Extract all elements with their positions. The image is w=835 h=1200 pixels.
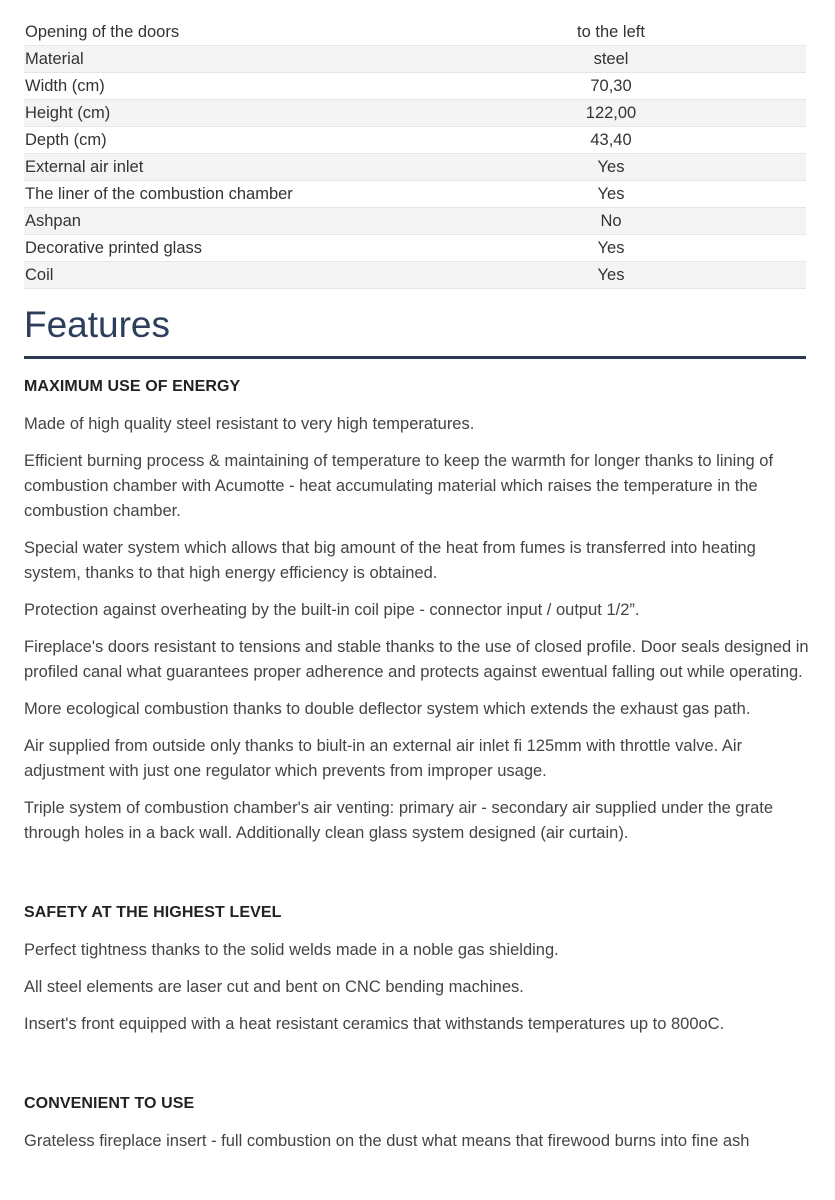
- spec-value: to the left: [577, 22, 645, 41]
- spec-value: No: [600, 211, 622, 230]
- spec-row: [24, 181, 806, 208]
- spec-label: Depth (cm): [25, 130, 107, 149]
- spec-row: [24, 154, 806, 181]
- feature-paragraph: More ecological combustion thanks to double deflector system which extends the exhaust gas path.: [24, 700, 751, 718]
- feature-section: [24, 378, 814, 846]
- spec-value: Yes: [597, 157, 625, 176]
- spec-label: Coil: [25, 265, 54, 284]
- feature-section: [24, 904, 814, 1037]
- spec-label: Material: [25, 49, 84, 68]
- spec-row: [24, 235, 806, 262]
- features-title-divider: [24, 356, 806, 359]
- spec-row: [24, 19, 806, 46]
- spec-value: steel: [593, 49, 629, 68]
- feature-paragraph: Insert's front equipped with a heat resistant ceramics that withstands temperatures up to 800oC.: [24, 1015, 725, 1033]
- feature-paragraph: Triple system of combustion chamber's air venting: primary air - secondary air supplied under the grate through holes in a back wall. Additionally clean glass system designed (air curtain).: [24, 799, 774, 842]
- feature-paragraph: Perfect tightness thanks to the solid welds made in a noble gas shielding.: [24, 941, 559, 959]
- feature-paragraph: Made of high quality steel resistant to very high temperatures.: [24, 415, 475, 433]
- spec-row: [24, 127, 806, 154]
- section-heading: MAXIMUM USE OF ENERGY: [24, 378, 241, 395]
- spec-label: External air inlet: [25, 157, 144, 176]
- feature-paragraph: Grateless fireplace insert - full combustion on the dust what means that firewood burns into fine ash: [24, 1132, 750, 1150]
- spec-label: Opening of the doors: [25, 22, 180, 41]
- spec-row: [24, 262, 806, 289]
- spec-value: 70,30: [590, 76, 632, 95]
- spec-value: Yes: [597, 184, 625, 203]
- feature-paragraph: Special water system which allows that big amount of the heat from fumes is transferred into heating system, thanks to that high energy efficiency is obtained.: [24, 539, 756, 582]
- feature-paragraph: Fireplace's doors resistant to tensions and stable thanks to the use of closed profile. Door seals designed in profiled canal what guarantees proper adherence and protects against ewentual falling out while operating.: [24, 638, 809, 681]
- spec-value: Yes: [597, 265, 625, 284]
- spec-value: Yes: [597, 238, 625, 257]
- feature-paragraph: Air supplied from outside only thanks to biult-in an external air inlet fi 125mm with throttle valve. Air adjustment with just one regulator which prevents from improper usage.: [24, 737, 743, 780]
- specs-table: [24, 19, 806, 289]
- section-heading: SAFETY AT THE HIGHEST LEVEL: [24, 904, 282, 921]
- features-content: [24, 378, 814, 1166]
- spec-label: The liner of the combustion chamber: [25, 184, 293, 203]
- section-heading: CONVENIENT TO USE: [24, 1095, 195, 1112]
- spec-label: Ashpan: [25, 211, 81, 230]
- spec-row: [24, 46, 806, 73]
- spec-label: Width (cm): [25, 76, 105, 95]
- spec-row: [24, 73, 806, 100]
- spec-row: [24, 208, 806, 235]
- spec-label: Decorative printed glass: [25, 238, 203, 257]
- feature-paragraph: Efficient burning process & maintaining of temperature to keep the warmth for longer thanks to lining of combustion chamber with Acumotte - heat accumulating material which raises the temperature in the combustion chamber.: [24, 452, 774, 520]
- spec-value: 122,00: [585, 103, 637, 122]
- feature-paragraph: Protection against overheating by the built-in coil pipe - connector input / output 1/2”.: [24, 601, 640, 619]
- feature-paragraph: All steel elements are laser cut and bent on CNC bending machines.: [24, 978, 524, 996]
- feature-section: [24, 1095, 814, 1154]
- features-title: Features: [24, 304, 171, 345]
- spec-label: Height (cm): [25, 103, 111, 122]
- spec-value: 43,40: [590, 130, 632, 149]
- spec-row: [24, 100, 806, 127]
